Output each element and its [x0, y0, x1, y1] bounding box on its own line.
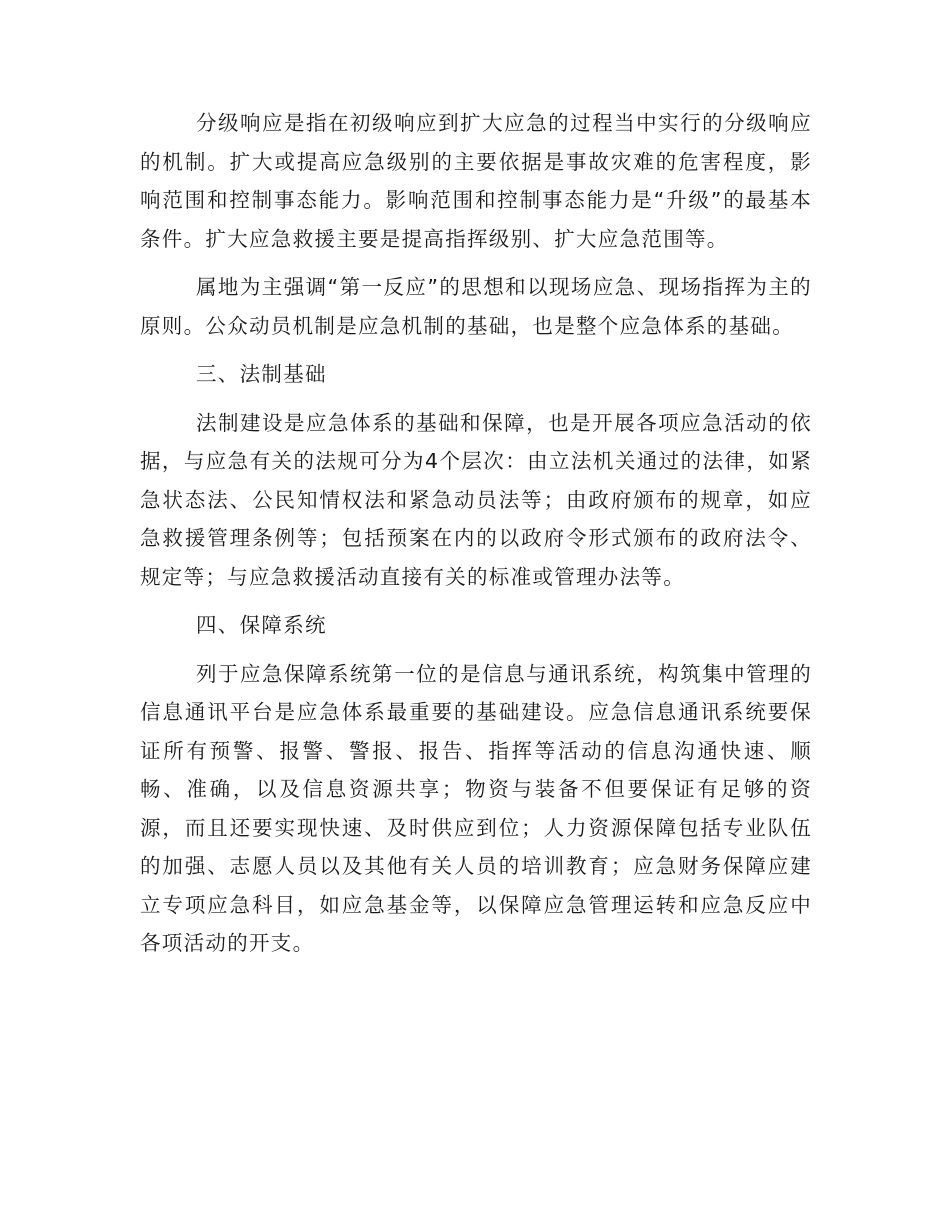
document-page [140, 104, 812, 963]
paragraph-tiered-response: 分级响应是指在初级响应到扩大应急的过程当中实行的分级响应的机制。扩大或提高应急级别的主要依据是事故灾难的危害程度，影响范围和控制事态能力。影响范围和控制事态能力是“升级”的最基本条件。扩大应急救援主要是提高指挥级别、扩大应急范围等。 [140, 111, 812, 251]
paragraph-local-first: 属地为主强调“第一反应”的思想和以现场应急、现场指挥为主的原则。公众动员机制是应急机制的基础，也是整个应急体系的基础。 [140, 275, 812, 338]
paragraph-legal-basis: 法制建设是应急体系的基础和保障，也是开展各项应急活动的依据，与应急有关的法规可分为4个层次：由立法机关通过的法律，如紧急状态法、公民知情权法和紧急动员法等；由政府颁布的规章，如应急救援管理条例等；包括预案在内的以政府令形式颁布的政府法令、规定等；与应急救援活动直接有关的标准或管理办法等。 [140, 410, 812, 589]
section-heading-support-system: 四、保障系统 [196, 613, 327, 637]
section-heading-legal-basis: 三、法制基础 [196, 362, 327, 386]
paragraph-support-system: 列于应急保障系统第一位的是信息与通讯系统，构筑集中管理的信息通讯平台是应急体系最重要的基础建设。应急信息通讯系统要保证所有预警、报警、警报、报告、指挥等活动的信息沟通快速、顺畅、准确，以及信息资源共享；物资与装备不但要保证有足够的资源，而且还要实现快速、及时供应到位；人力资源保障包括专业队伍的加强、志愿人员以及其他有关人员的培训教育；应急财务保障应建立专项应急科目，如应急基金等，以保障应急管理运转和应急反应中各项活动的开支。 [140, 661, 812, 955]
